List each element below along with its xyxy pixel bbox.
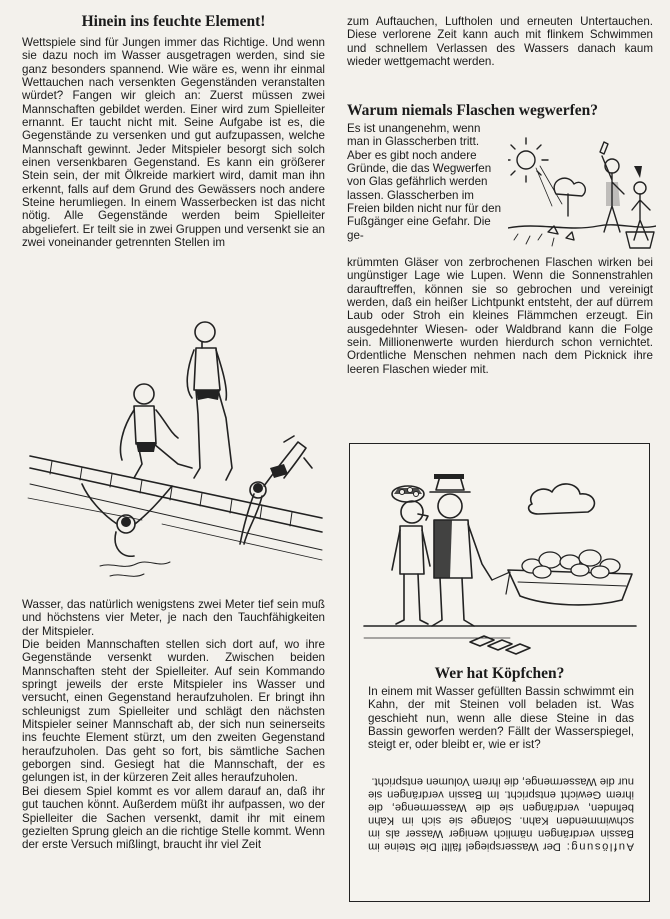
paragraph: Die beiden Mannschaften stellen sich dort auf, wo ihre Gegenstände versenkt wurden. Zwischen beiden Mannschaften steht der Spielleiter. Auf sein Kommando springt jeweils der erste Mitspieler ins Wasser und versucht, einen Gegenstand heraufzuholen. Er bringt ihn schleunigst zum Spielleiter und schlägt den nächsten Mitspieler seiner Mannschaft ab, der sich nun seinerseits ins feuchte Element stürzt, um den zweiten Gegenstand heraufzuholen. Das geht so fort, bis sämtliche Sachen geborgen sind. Gesiegt hat die Mannschaft, der es gelungen ist, in der kürzeren Zeit alles heraufzuholen. [22, 638, 325, 785]
article-bottles-wide [347, 256, 653, 376]
picnic-glass-illustration [508, 136, 656, 258]
answer-text: Der Wasserspiegel fällt! Die Steine im Bassin verdrängen nämlich weniger Wasser als im schwimmenden Kahn. Solange sie sich im Kahn befinden, verdrängen sie die Wassermenge, die ihrem Gewicht entspricht. Im Bassin verdrängen sie nur die Wassermenge, die ihrem Volumen entspricht. [368, 775, 634, 853]
article-diving-continued [22, 598, 325, 852]
article-diving-intro [22, 36, 325, 250]
answer-label: Auflösung: [565, 840, 634, 853]
swimming-pool-illustration [22, 318, 325, 590]
paragraph: Bei diesem Spiel kommt es vor allem darauf an, daß ihr gut tauchen könnt. Außerdem müßt ihr aufpassen, wo der Spielleiter die Sachen versenkt, damit ihr mit einem gezielten Sprung gleich an die richtige Stelle kommt. Wenn der erste Versuch mißlingt, braucht ihr viel Zeit [22, 784, 325, 852]
paragraph: Es ist unangenehm, wenn man in Glasscherben tritt. Aber es gibt noch andere Gründe, die das Wegwerfen von Glas gefährlich werden lassen. Glasscherben im Freien bilden nicht nur für den Fußgänger eine Gefahr. Die ge- [347, 122, 502, 242]
paragraph: krümmten Gläser von zerbrochenen Flaschen wirken bei ungünstiger Lage wie Lupen. Wenn die Sonnenstrahlen darauftreffen, können sie so gebrochen und vereinigt werden, daß ein heißer Lichtpunkt entsteht, der auf dürrem Laub oder Stroh ein kleines Flämmchen erzeugt. Ein ausgedehnter Wiesen- oder Waldbrand kann die Folge sein. Millionenwerte wurden hierdurch schon vernichtet. Ordentliche Menschen nehmen nach dem Picknick ihre leeren Flaschen wieder mit. [347, 256, 653, 376]
paragraph: Wasser, das natürlich wenigstens zwei Meter tief sein muß und höchstens vier Meter, je nach den Tauchfähigkeiten der Mitspieler. [22, 598, 325, 638]
puzzle-box [349, 443, 650, 902]
puzzle-question: In einem mit Wasser gefüllten Bassin schwimmt ein Kahn, der mit Steinen voll beladen ist. Was geschieht nun, wenn alle diese Steine in das Bassin geworfen werden? Fällt der Wasserspiegel, steigt er, oder bleibt er, wie er ist? [368, 685, 634, 752]
article-diving-end [347, 15, 653, 68]
article-title-bottles: Warum niemals Flaschen wegwerfen? [347, 102, 598, 119]
paragraph: zum Auftauchen, Luftholen und erneuten Untertauchen. Diese verlorene Zeit kann auch mit flinkem Schwimmen und schnellem Verlassen des Wassers danach kaum wieder wettgemacht werden. [347, 15, 653, 69]
puzzle-title: Wer hat Köpfchen? [434, 665, 565, 682]
puzzle-answer-upside-down [368, 774, 634, 853]
article-bottles-narrow [347, 122, 505, 242]
article-title-diving: Hinein ins feuchte Element! [81, 13, 266, 30]
boat-stones-cartoon [360, 454, 640, 659]
paragraph: Wettspiele sind für Jungen immer das Richtige. Und wenn sie dazu noch im Wasser ausgetragen werden, sind sie ganz besonders spannend. Wie wäre es, wenn ihr einmal Wettauchen nach versenkten Gegenständen veranstalten würdet? Fangen wir gleich an: Zuerst müssen zwei Mannschaften gebildet werden. Einer wird zum Spielleiter ernannt. Er taucht nicht mit. Seine Aufgabe ist es, die Gegenstände zu versenken und gut aufzupassen, welche Mannschaft gewinnt. Jeder Mitspieler besorgt sich solch einen versenkbaren Gegenstand. Es kann ein größerer Stein sein, der mit Ölkreide markiert wird, damit man ihn erkennt, falls auf dem Grund des Gewässers noch andere Steine herumliegen. In einem Wasserbecken ist das nicht nötig. Alle Gegenstände werden beim Spielleiter abgeliefert. Er teilt sie in zwei Gruppen und versenkt sie an zwei voneinander getrennten Stellen im [22, 36, 325, 250]
